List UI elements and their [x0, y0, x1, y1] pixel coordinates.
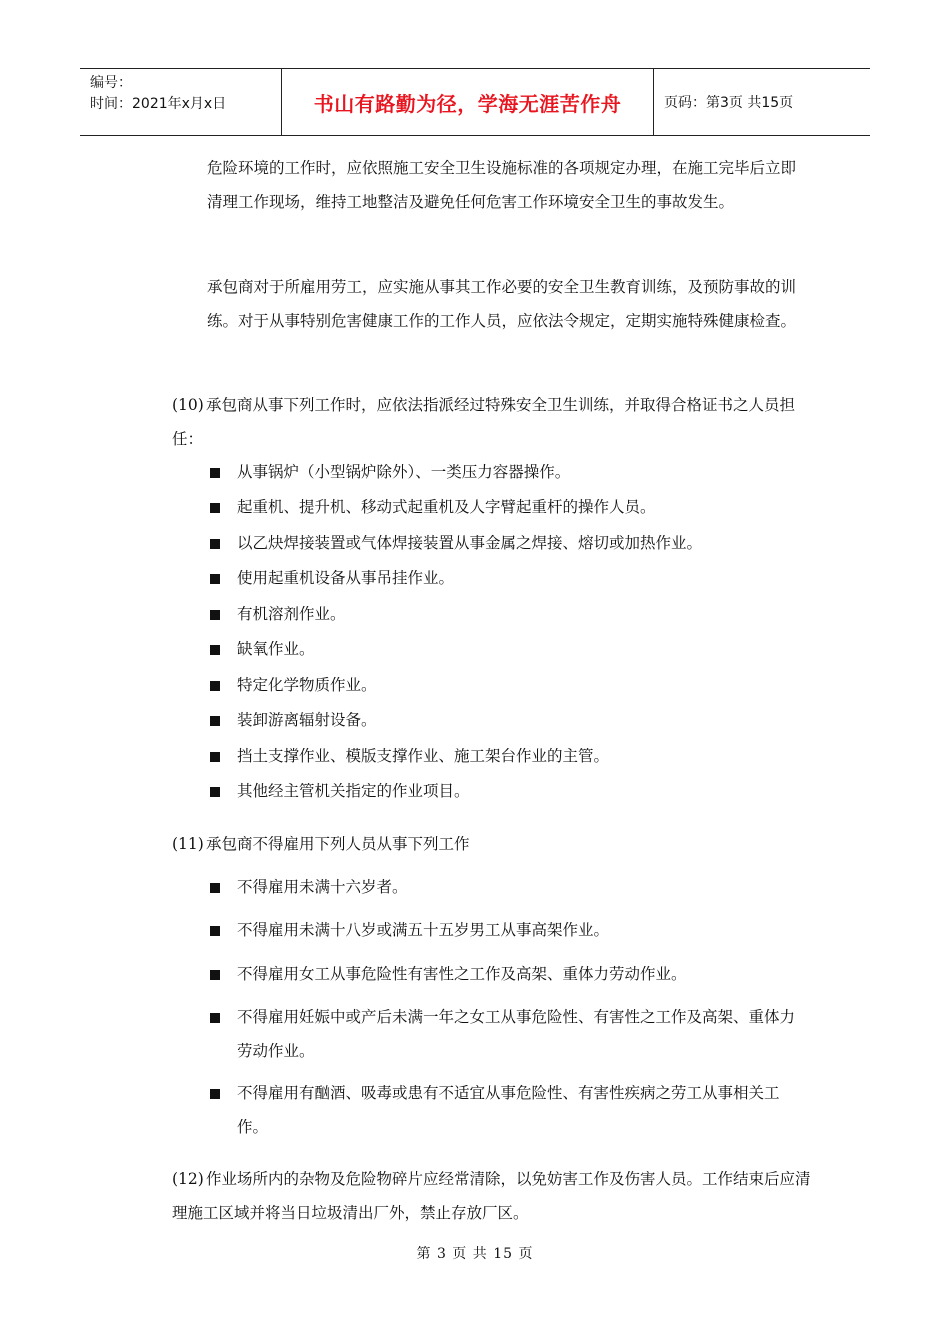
bullet-square-icon [210, 883, 220, 893]
section-11-heading [172, 827, 812, 861]
section-10-text: 承包商从事下列工作时，应依法指派经过特殊安全卫生训练，并取得合格证书之人员担任： [172, 396, 796, 448]
bullet-square-icon [210, 468, 220, 478]
section-10-item-text: 缺氧作业。 [237, 640, 315, 658]
section-10-item [210, 561, 810, 595]
section-10-item [210, 490, 810, 524]
paragraph-training: 承包商对于所雇用劳工，应实施从事其工作必要的安全卫生教育训练，及预防事故的训练。对于从事特别危害健康工作的工作人员，应依法令规定，定期实施特殊健康检查。 [207, 278, 797, 330]
section-10-item-text: 以乙炔焊接装置或气体焊接装置从事金属之焊接、熔切或加热作业。 [237, 534, 703, 552]
section-10-item [210, 526, 810, 560]
header-motto: 书山有路勤为径，学海无涯苦作舟 [282, 69, 654, 135]
section-11-item [210, 957, 810, 991]
section-10-item [210, 774, 810, 808]
bullet-square-icon [210, 574, 220, 584]
bullet-square-icon [210, 787, 220, 797]
bullet-square-icon [210, 716, 220, 726]
section-10-item [210, 668, 810, 702]
header-meta [80, 69, 282, 135]
number-label: 编号： [90, 75, 132, 91]
section-10-item-text: 装卸游离辐射设备。 [237, 711, 377, 729]
bullet-square-icon [210, 752, 220, 762]
section-10-item-text: 使用起重机设备从事吊挂作业。 [237, 569, 455, 587]
time-label: 时间：2021年x月x日 [90, 96, 227, 112]
bullet-square-icon [210, 610, 220, 620]
page-footer: 第 3 页 共 15 页 [416, 1246, 534, 1262]
section-12-heading [172, 1162, 812, 1230]
bullet-square-icon [210, 539, 220, 549]
section-11-item-text: 不得雇用妊娠中或产后未满一年之女工从事危险性、有害性之工作及高架、重体力劳动作业。 [237, 1008, 796, 1060]
section-10-item [210, 455, 810, 489]
section-10-item [210, 632, 810, 666]
bullet-square-icon [210, 926, 220, 936]
bullet-square-icon [210, 970, 220, 980]
bullet-square-icon [210, 681, 220, 691]
section-12-text: 作业场所内的杂物及危险物碎片应经常清除，以免妨害工作及伤害人员。工作结束后应清理施工区域并将当日垃圾清出厂外，禁止存放厂区。 [172, 1170, 811, 1222]
document-header [80, 68, 870, 136]
section-11-item [210, 1076, 810, 1144]
bullet-square-icon [210, 503, 220, 513]
section-11-item [210, 1000, 810, 1068]
section-10-item [210, 703, 810, 737]
section-10-item [210, 597, 810, 631]
section-10-item-text: 从事锅炉（小型锅炉除外）、一类压力容器操作。 [237, 463, 571, 481]
bullet-square-icon [210, 645, 220, 655]
section-11-number: (11) [172, 835, 204, 853]
bullet-square-icon [210, 1089, 220, 1099]
section-11-item [210, 913, 810, 947]
bullet-square-icon [210, 1013, 220, 1023]
section-11-item [210, 870, 810, 904]
section-11-text: 承包商不得雇用下列人员从事下列工作 [206, 835, 470, 853]
section-11-item-text: 不得雇用有酗酒、吸毒或患有不适宜从事危险性、有害性疾病之劳工从事相关工作。 [237, 1084, 780, 1136]
section-10-heading [172, 388, 812, 456]
section-10-number: (10) [172, 396, 204, 414]
section-10-item-text: 起重机、提升机、移动式起重机及人字臂起重杆的操作人员。 [237, 498, 656, 516]
section-10-item-text: 挡土支撑作业、模版支撑作业、施工架台作业的主管。 [237, 747, 610, 765]
section-10-item-text: 特定化学物质作业。 [237, 676, 377, 694]
section-10-item-text: 其他经主管机关指定的作业项目。 [237, 782, 470, 800]
section-11-item-text: 不得雇用女工从事危险性有害性之工作及高架、重体力劳动作业。 [237, 965, 687, 983]
section-12-number: (12) [172, 1170, 204, 1188]
header-page-info: 页码：第3页 共15页 [664, 95, 794, 111]
section-11-item-text: 不得雇用未满十八岁或满五十五岁男工从事高架作业。 [237, 921, 610, 939]
paragraph-continued: 危险环境的工作时，应依照施工安全卫生设施标准的各项规定办理，在施工完毕后立即清理工作现场，维持工地整洁及避免任何危害工作环境安全卫生的事故发生。 [207, 159, 797, 211]
section-11-item-text: 不得雇用未满十六岁者。 [237, 878, 408, 896]
section-10-item [210, 739, 810, 773]
section-10-item-text: 有机溶剂作业。 [237, 605, 346, 623]
